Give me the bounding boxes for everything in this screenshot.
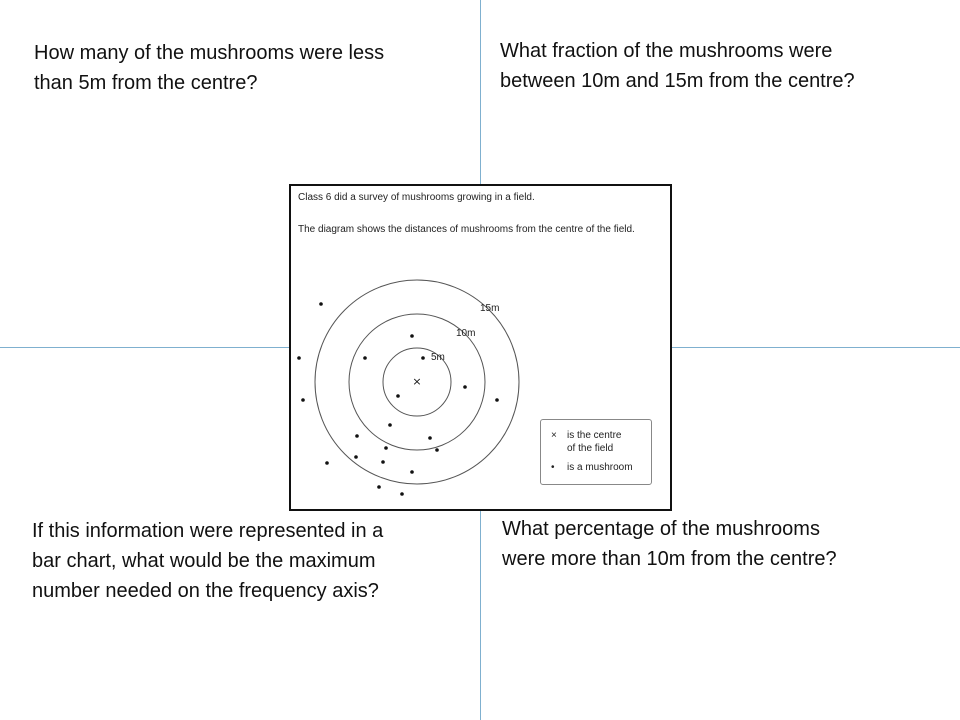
question-top-left: How many of the mushrooms were less than 5m from the centre? (34, 42, 385, 94)
mushroom-dot (410, 334, 414, 338)
centre-marker: × (412, 375, 422, 388)
mushroom-dot (400, 492, 404, 496)
legend-centre-label: is the centre of the field (567, 430, 622, 454)
mushroom-dot (377, 485, 381, 489)
mushroom-dot (495, 398, 499, 402)
mushroom-dot (396, 394, 400, 398)
mushroom-dot (384, 446, 388, 450)
mushroom-dot (388, 423, 392, 427)
legend-row-centre (551, 429, 621, 455)
centre-symbol-icon: × (551, 430, 557, 441)
mushroom-dot (355, 434, 359, 438)
mushroom-dot (410, 470, 414, 474)
mushroom-symbol-icon: • (551, 462, 555, 473)
diagram-description-text: The diagram shows the distances of mushrooms from the centre of the field. (298, 224, 635, 235)
mushroom-dot (363, 356, 367, 360)
mushroom-dot (325, 461, 329, 465)
survey-intro-text: Class 6 did a survey of mushrooms growing in a field. (298, 192, 535, 203)
ring-label-10m: 10m (456, 328, 476, 339)
mushroom-survey-panel (289, 184, 672, 511)
mushroom-dot (428, 436, 432, 440)
question-top-right: What fraction of the mushrooms were between 10m and 15m from the centre? (500, 40, 855, 92)
diagram-legend (540, 419, 652, 485)
mushroom-dot (297, 356, 301, 360)
legend-row-mushroom (551, 461, 633, 474)
legend-mushroom-label: is a mushroom (567, 462, 633, 473)
ring-label-15m: 15m (480, 303, 500, 314)
question-bottom-left: If this information were represented in a bar chart, what would be the maximum number needed on the frequency axis? (32, 520, 384, 602)
mushroom-dot (381, 460, 385, 464)
mushroom-dot (463, 385, 467, 389)
mushroom-dot (435, 448, 439, 452)
mushroom-dot (354, 455, 358, 459)
mushroom-dot (319, 302, 323, 306)
mushroom-dot (421, 356, 425, 360)
ring-label-5m: 5m (431, 352, 445, 363)
question-bottom-right: What percentage of the mushrooms were more than 10m from the centre? (502, 518, 837, 570)
mushroom-dot (301, 398, 305, 402)
